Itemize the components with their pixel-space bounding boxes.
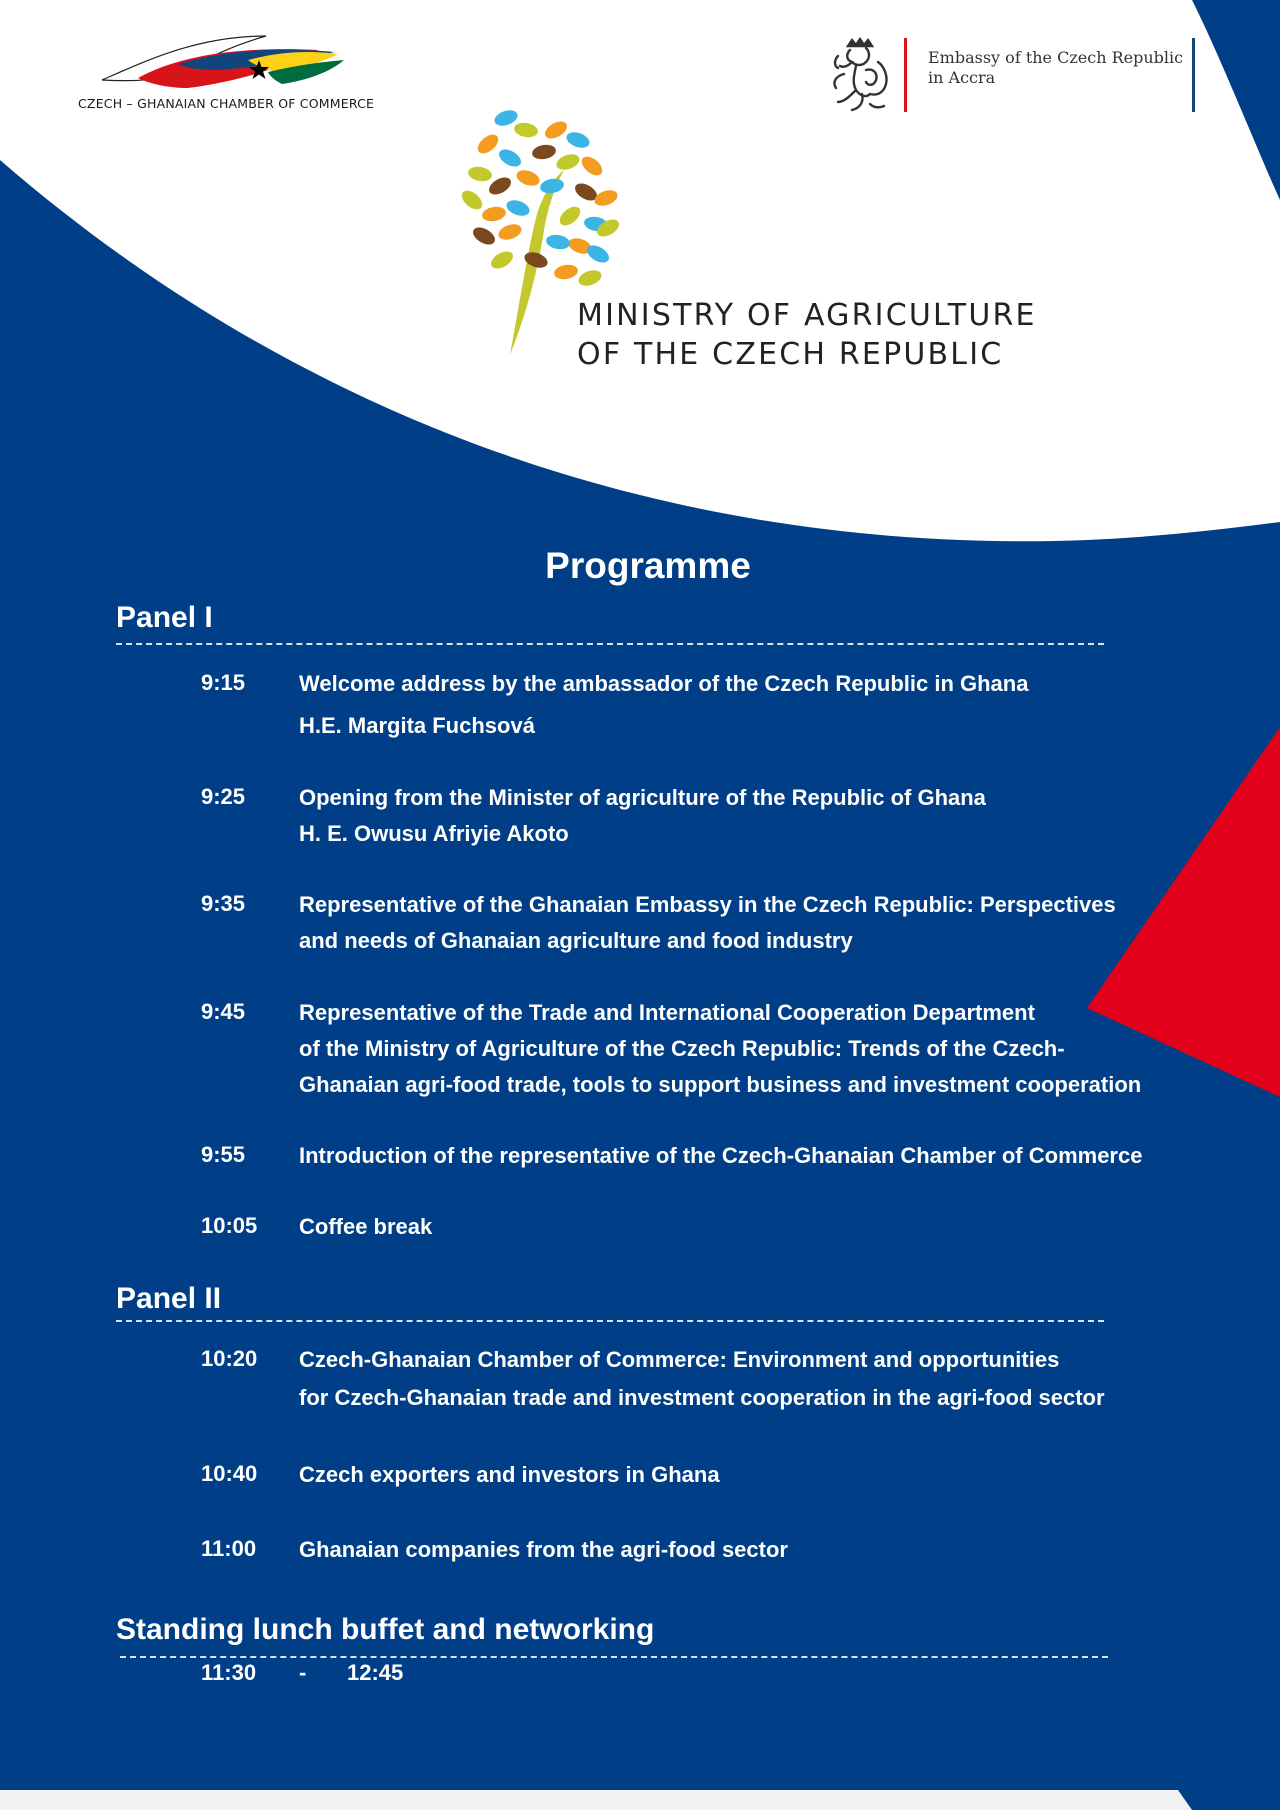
agenda-description bbox=[299, 1209, 1199, 1245]
programme-title: Programme bbox=[545, 545, 751, 586]
panel-1-heading: Panel I bbox=[116, 601, 213, 634]
agenda-description bbox=[299, 1342, 1199, 1416]
agenda-description bbox=[299, 995, 1199, 1103]
agenda-line: of the Ministry of Agriculture of the Czech Republic: Trends of the Czech- bbox=[299, 1036, 1065, 1061]
agenda-time: 9:25 bbox=[201, 784, 246, 809]
agenda-time: 10:40 bbox=[201, 1461, 258, 1486]
panel-2-heading: Panel II bbox=[116, 1282, 222, 1315]
agenda-time: 9:35 bbox=[201, 891, 246, 916]
lunch-start-time: 11:30 bbox=[201, 1660, 257, 1685]
agenda-description bbox=[299, 666, 1199, 744]
agenda-line: Welcome address by the ambassador of the Czech Republic in Ghana bbox=[299, 671, 1029, 696]
agenda-line: Czech-Ghanaian Chamber of Commerce: Environment and opportunities bbox=[299, 1347, 1060, 1372]
lunch-end-time: 12:45 bbox=[347, 1660, 404, 1685]
panel-1-divider bbox=[116, 643, 1104, 645]
agenda-time: 9:15 bbox=[201, 670, 246, 695]
chamber-name: CZECH – GHANAIAN CHAMBER OF COMMERCE bbox=[78, 96, 375, 111]
agenda-line: and needs of Ghanaian agriculture and food industry bbox=[299, 928, 853, 953]
lunch-divider bbox=[120, 1656, 1108, 1658]
agenda-line: Introduction of the representative of the Czech-Ghanaian Chamber of Commerce bbox=[299, 1143, 1143, 1168]
agenda-description bbox=[299, 780, 1199, 852]
agenda-time: 11:00 bbox=[201, 1536, 257, 1561]
lunch-time-separator: - bbox=[299, 1660, 307, 1685]
ministry-name-line1: MINISTRY OF AGRICULTURE bbox=[577, 298, 1037, 333]
agenda-time: 10:20 bbox=[201, 1346, 258, 1371]
panel-2-divider bbox=[116, 1320, 1104, 1322]
agenda-description bbox=[299, 1138, 1199, 1174]
lunch-heading: Standing lunch buffet and networking bbox=[116, 1613, 655, 1646]
agenda-time: 9:55 bbox=[201, 1142, 246, 1167]
agenda-description bbox=[299, 1457, 1199, 1493]
agenda-line: for Czech-Ghanaian trade and investment cooperation in the agri-food sector bbox=[299, 1385, 1105, 1410]
agenda-line: Ghanaian agri-food trade, tools to support business and investment cooperation bbox=[299, 1072, 1142, 1097]
agenda-time: 9:45 bbox=[201, 999, 246, 1024]
ministry-name-line2: OF THE CZECH REPUBLIC bbox=[577, 337, 1004, 372]
embassy-name-line1: Embassy of the Czech Republic bbox=[928, 48, 1184, 67]
agenda-line: Coffee break bbox=[299, 1214, 433, 1239]
embassy-name-line2: in Accra bbox=[928, 68, 996, 87]
agenda-description bbox=[299, 887, 1199, 959]
agenda-line: Czech exporters and investors in Ghana bbox=[299, 1462, 720, 1487]
agenda-description bbox=[299, 1532, 1199, 1568]
agenda-line: Representative of the Ghanaian Embassy in the Czech Republic: Perspectives bbox=[299, 892, 1116, 917]
agenda-line: Opening from the Minister of agriculture of the Republic of Ghana bbox=[299, 785, 986, 810]
agenda-line: H.E. Margita Fuchsová bbox=[299, 713, 535, 738]
agenda-line: H. E. Owusu Afriyie Akoto bbox=[299, 821, 569, 846]
agenda-line: Ghanaian companies from the agri-food sector bbox=[299, 1537, 788, 1562]
agenda-line: Representative of the Trade and International Cooperation Department bbox=[299, 1000, 1035, 1025]
agenda-time: 10:05 bbox=[201, 1213, 258, 1238]
